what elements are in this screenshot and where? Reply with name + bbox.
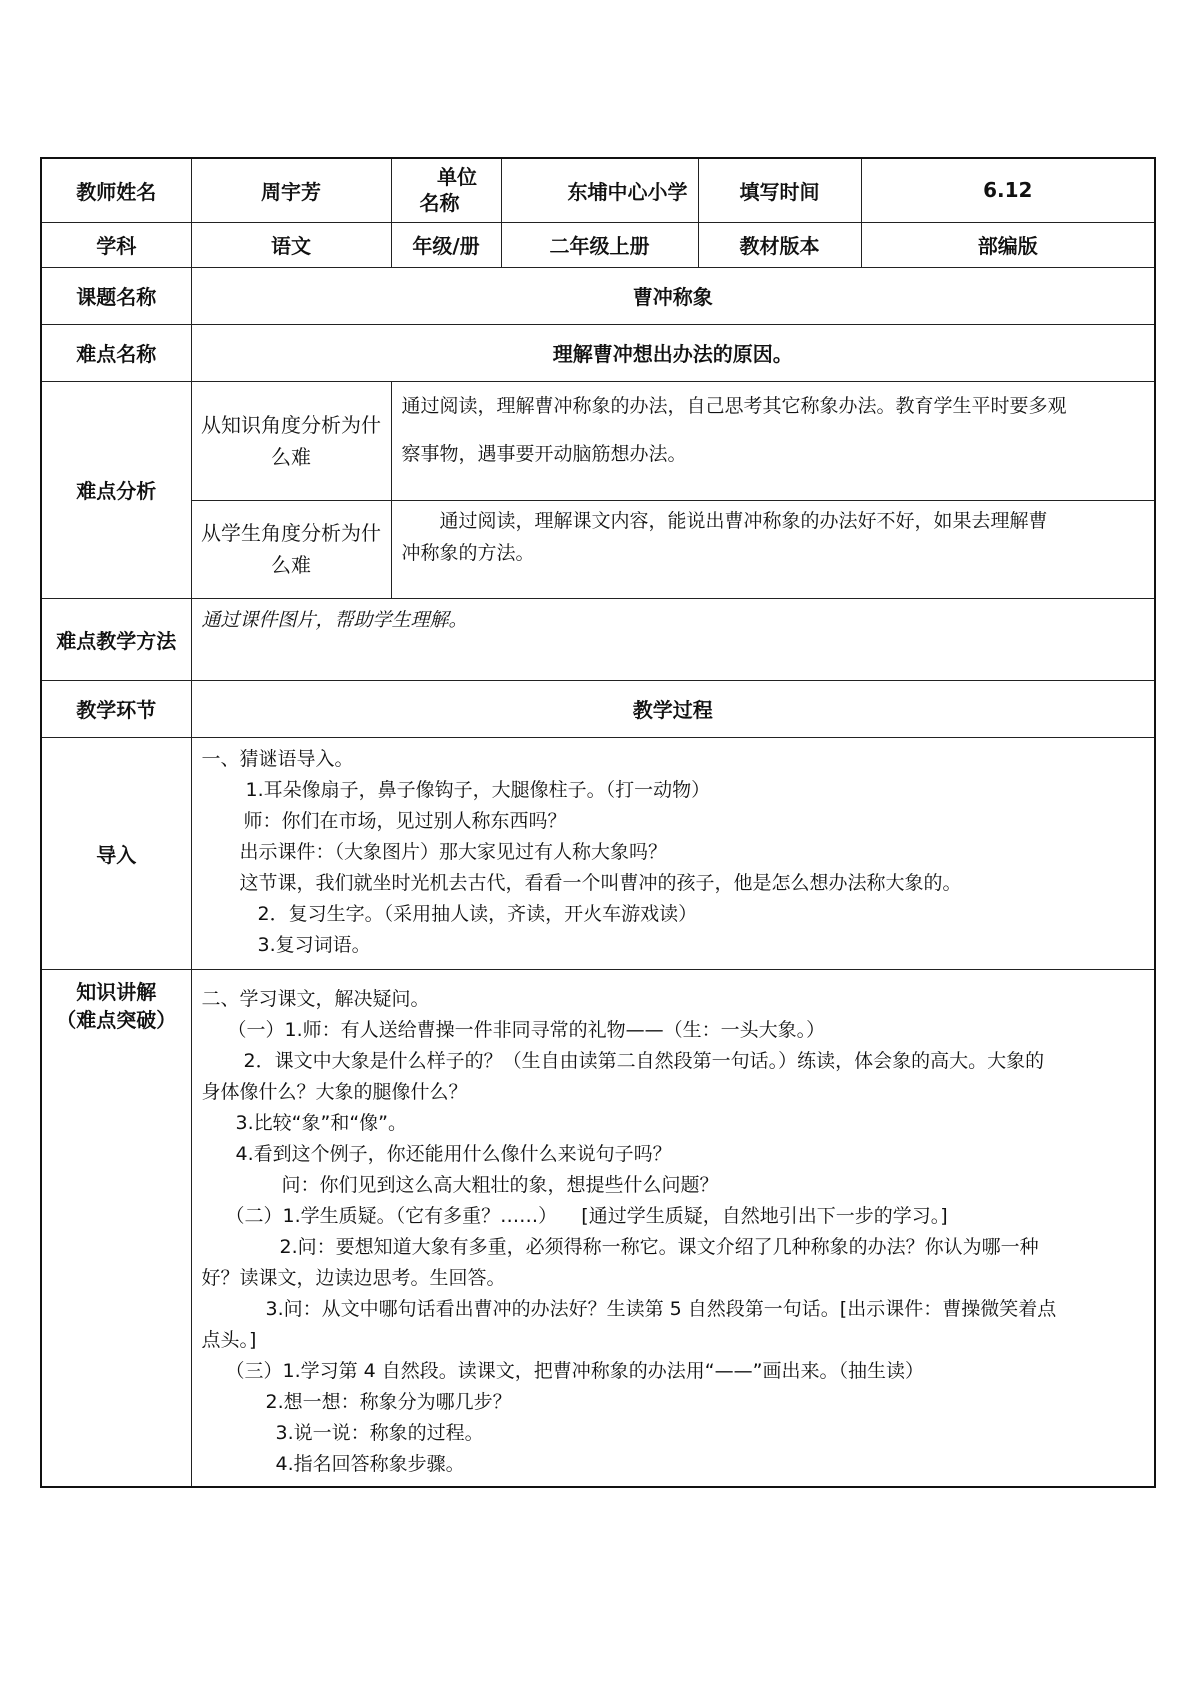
edition-value: 部编版: [861, 222, 1155, 267]
knowledge-angle-line: 察事物，遇事要开动脑筋想办法。: [401, 442, 687, 465]
topic-row: [41, 267, 1155, 324]
knowledge-row: [41, 969, 1155, 1487]
knowledge-line: 身体像什么？大象的腿像什么？: [201, 1080, 468, 1103]
teacher-name: 周宇芳: [191, 158, 391, 222]
knowledge-line: 问：你们见到这么高大粗壮的象，想提些什么问题？: [281, 1173, 719, 1196]
unit-name: 东埔中心小学: [501, 158, 698, 222]
intro-line: 1.耳朵像扇子，鼻子像钩子，大腿像柱子。（打一动物）: [245, 778, 711, 801]
grade-value: 二年级上册: [501, 222, 698, 267]
knowledge-line: 好？读课文，边读边思考。生回答。: [201, 1266, 506, 1289]
header-row-2: [41, 222, 1155, 267]
intro-line: 3.复习词语。: [257, 933, 371, 956]
knowledge-line: 3.比较“象”和“像”。: [235, 1111, 408, 1134]
knowledge-label-line-2: （难点突破）: [56, 1007, 177, 1032]
intro-line: 师：你们在市场，见过别人称东西吗？: [243, 809, 567, 832]
analysis-label: 难点分析: [41, 381, 191, 598]
student-angle-label: 从学生角度分析为什么难: [191, 500, 391, 598]
header-row-1: [41, 158, 1155, 222]
student-angle-line: 冲称象的方法。: [401, 541, 535, 564]
knowledge-line: （一）1.师：有人送给曹操一件非同寻常的礼物——（生：一头大象。）: [227, 1018, 826, 1041]
knowledge-label-line-1: 知识讲解: [76, 979, 157, 1004]
knowledge-line: 点头。]: [201, 1328, 257, 1351]
topic-label: 课题名称: [41, 267, 191, 324]
date-value: 6.12: [861, 158, 1155, 222]
knowledge-line: 二、学习课文，解决疑问。: [201, 987, 430, 1010]
method-row: [41, 598, 1155, 680]
knowledge-angle-text: [391, 381, 1155, 500]
intro-row: [41, 737, 1155, 969]
stage-label: 教学环节: [41, 680, 191, 737]
date-label: 填写时间: [698, 158, 861, 222]
student-angle-text: [391, 500, 1155, 598]
knowledge-line: 4.指名回答称象步骤。: [275, 1452, 465, 1475]
edition-label: 教材版本: [698, 222, 861, 267]
process-header-row: [41, 680, 1155, 737]
analysis-row-2: [41, 500, 1155, 598]
grade-label: 年级/册: [391, 222, 501, 267]
difficulty-label: 难点名称: [41, 324, 191, 381]
method-label: 难点教学方法: [41, 598, 191, 680]
unit-label-line-1: 单位: [437, 165, 477, 190]
process-label: 教学过程: [191, 680, 1155, 737]
intro-line: 一、猜谜语导入。: [201, 747, 354, 770]
subject-value: 语文: [191, 222, 391, 267]
knowledge-angle-label: 从知识角度分析为什么难: [191, 381, 391, 500]
knowledge-line: （二）1.学生质疑。（它有多重？……） [通过学生质疑，自然地引出下一步的学习。]: [225, 1204, 948, 1227]
knowledge-line: 3.说一说：称象的过程。: [275, 1421, 484, 1444]
method-value: 通过课件图片，帮助学生理解。: [191, 598, 1155, 680]
teacher-label: 教师姓名: [41, 158, 191, 222]
analysis-row-1: [41, 381, 1155, 500]
difficulty-row: [41, 324, 1155, 381]
unit-label: [391, 158, 501, 222]
knowledge-line: 2．课文中大象是什么样子的？（生自由读第二自然段第一句话。）练读，体会象的高大。大象的: [243, 1049, 1045, 1072]
subject-label: 学科: [41, 222, 191, 267]
knowledge-label: [41, 969, 191, 1487]
knowledge-line: 2.问：要想知道大象有多重，必须得称一称它。课文介绍了几种称象的办法？你认为哪一种: [279, 1235, 1039, 1258]
intro-line: 这节课，我们就坐时光机去古代，看看一个叫曹冲的孩子，他是怎么想办法称大象的。: [239, 871, 962, 894]
lesson-plan-table: [40, 157, 1156, 1488]
knowledge-line: （三）1.学习第 4 自然段。读课文，把曹冲称象的办法用“——”画出来。（抽生读）: [225, 1359, 924, 1382]
intro-line: 2．复习生字。（采用抽人读，齐读，开火车游戏读）: [257, 902, 698, 925]
knowledge-line: 4.看到这个例子，你还能用什么像什么来说句子吗？: [235, 1142, 672, 1165]
difficulty-value: 理解曹冲想出办法的原因。: [191, 324, 1155, 381]
knowledge-angle-line: 通过阅读，理解曹冲称象的办法，自己思考其它称象办法。教育学生平时要多观: [401, 394, 1067, 417]
knowledge-content: [191, 969, 1155, 1487]
student-angle-line: 通过阅读，理解课文内容，能说出曹冲称象的办法好不好，如果去理解曹: [439, 509, 1048, 532]
intro-label: 导入: [41, 737, 191, 969]
knowledge-line: 3.问：从文中哪句话看出曹冲的办法好？生读第 5 自然段第一句话。[出示课件：曹操微笑着点: [265, 1297, 1057, 1320]
unit-label-line-2: 名称: [419, 191, 460, 216]
intro-line: 出示课件：（大象图片）那大家见过有人称大象吗？: [239, 840, 668, 863]
intro-content: [191, 737, 1155, 969]
topic-value: 曹冲称象: [191, 267, 1155, 324]
knowledge-line: 2.想一想：称象分为哪几步？: [265, 1390, 512, 1413]
